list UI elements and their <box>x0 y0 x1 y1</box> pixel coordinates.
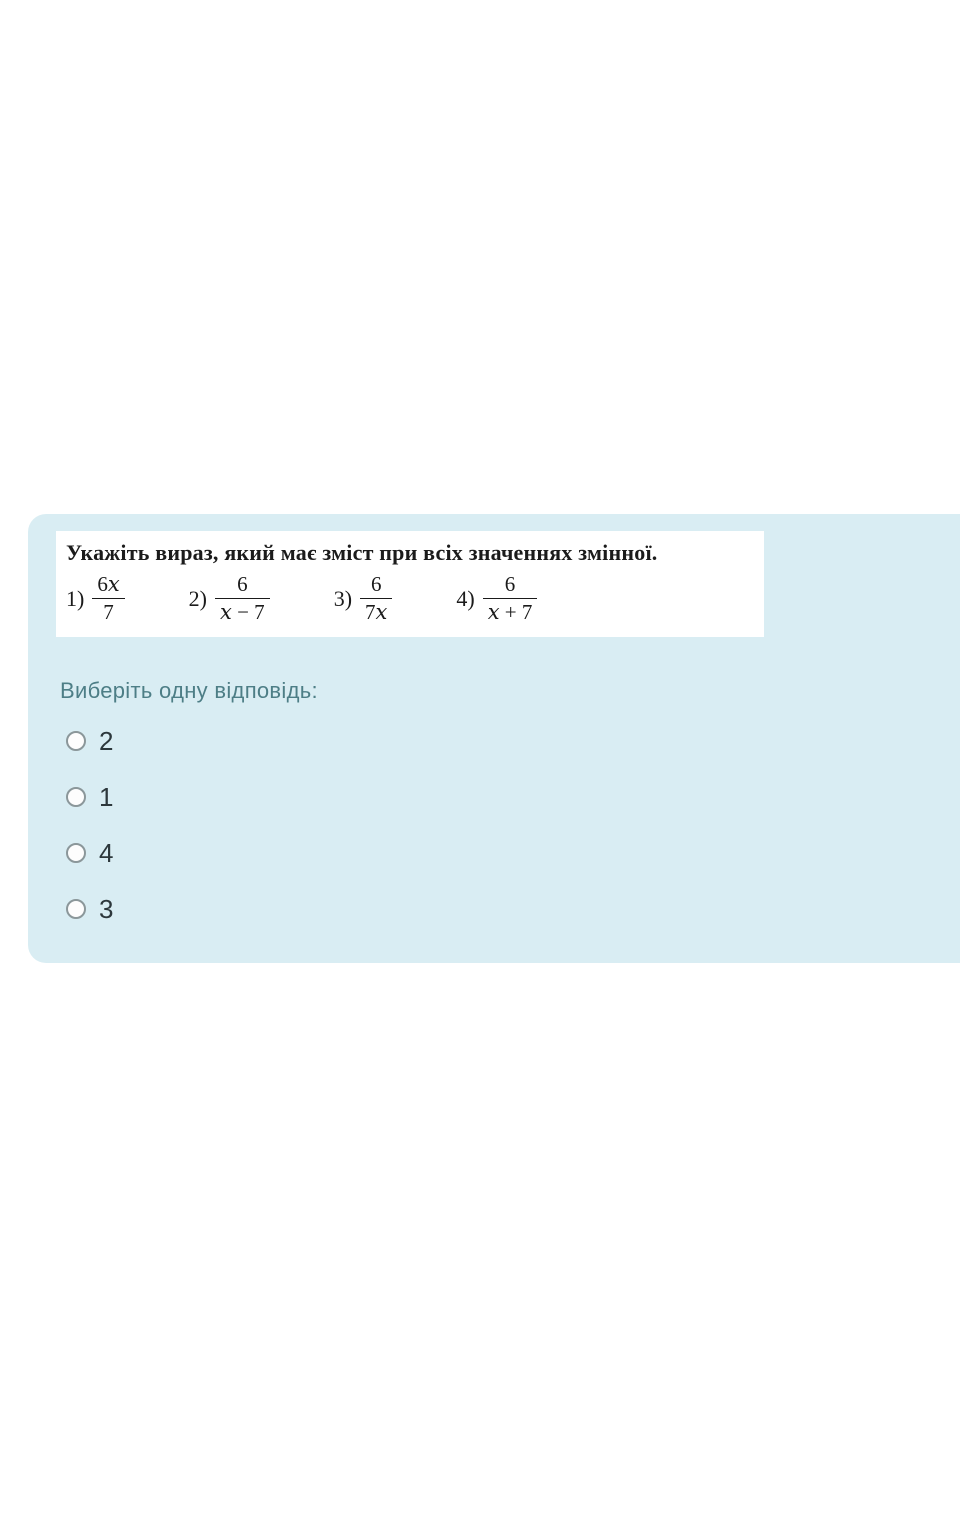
question-image <box>56 531 764 637</box>
question-option-3-fraction <box>360 572 392 625</box>
choice-radio-3[interactable] <box>66 899 86 919</box>
choice-row-4[interactable] <box>66 839 960 867</box>
choice-row-3[interactable] <box>66 895 960 923</box>
question-option-1-fraction <box>92 572 124 625</box>
fraction-numerator: 6 <box>237 572 248 596</box>
question-option-2 <box>189 572 270 625</box>
question-card <box>28 514 960 963</box>
choice-row-1[interactable] <box>66 783 960 811</box>
question-option-4 <box>456 572 537 625</box>
choice-radio-4[interactable] <box>66 843 86 863</box>
fraction-numerator: 6 <box>370 572 382 596</box>
choice-radio-2[interactable] <box>66 731 86 751</box>
fraction-numerator: 6 <box>504 572 516 596</box>
choice-label-1[interactable]: 1 <box>99 782 114 812</box>
question-option-3 <box>334 572 393 625</box>
choice-row-2[interactable] <box>66 727 960 755</box>
fraction-denominator: x + 7 <box>483 598 538 625</box>
answer-choices <box>56 727 960 923</box>
fraction-denominator: x − 7 <box>215 598 270 625</box>
choice-label-3[interactable]: 3 <box>99 894 114 924</box>
question-option-1 <box>66 572 125 625</box>
fraction-denominator: 7x <box>360 598 392 625</box>
question-option-1-label: 1) <box>66 585 85 611</box>
fraction-denominator: 7 <box>92 598 124 625</box>
question-option-2-fraction <box>215 572 270 625</box>
choice-label-2[interactable]: 2 <box>99 726 114 756</box>
question-option-2-label: 2) <box>188 585 207 611</box>
question-options <box>66 572 754 625</box>
question-option-3-label: 3) <box>333 585 353 611</box>
question-option-4-label: 4) <box>456 585 475 611</box>
choice-label-4[interactable]: 4 <box>99 838 114 868</box>
question-text: Укажіть вираз, який має зміст при всіх значеннях змінної. <box>66 540 658 565</box>
fraction-numerator: 6x <box>97 572 120 596</box>
choice-radio-1[interactable] <box>66 787 86 807</box>
question-option-4-fraction <box>483 572 538 625</box>
answer-prompt: Виберіть одну відповідь: <box>60 678 318 703</box>
